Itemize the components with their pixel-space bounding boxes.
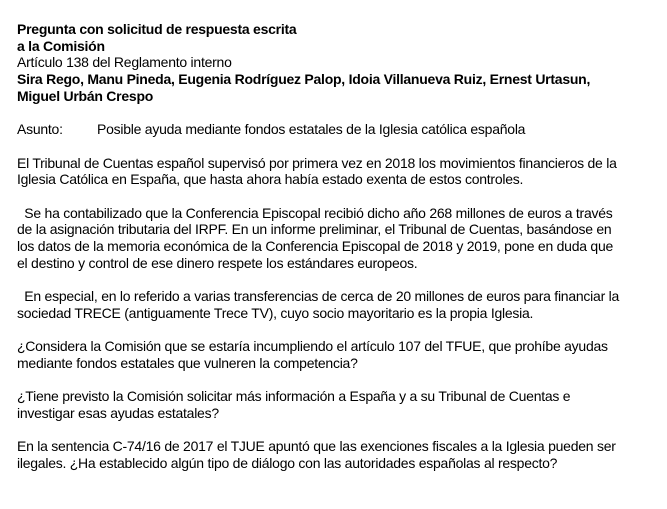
- doc-title: a la Comisión: [17, 37, 105, 54]
- subject: [17, 121, 619, 138]
- paragraph-line: investigar esas ayudas estatales?: [17, 405, 219, 422]
- subject-text: Posible ayuda mediante fondos estatales de la Iglesia católica española: [97, 121, 526, 138]
- paragraph-line: ilegales. ¿Ha establecido algún tipo de diálogo con las autoridades españolas al respecto?: [17, 455, 558, 472]
- paragraph: [17, 155, 619, 188]
- paragraph: [17, 438, 619, 471]
- paragraph-line: ¿Considera la Comisión que se estaría incumpliendo el artículo 107 del TFUE, que prohíbe ayudas: [17, 338, 608, 355]
- rule-reference: Artículo 138 del Reglamento interno: [17, 54, 232, 71]
- document: [17, 21, 619, 472]
- paragraph-line: El Tribunal de Cuentas español supervisó por primera vez en 2018 los movimientos financieros de la: [17, 154, 617, 171]
- paragraph-line: En la sentencia C-74/16 de 2017 el TJUE apuntó que las exenciones fiscales a la Iglesia pueden ser: [17, 438, 616, 455]
- authors: Sira Rego, Manu Pineda, Eugenia Rodríguez Palop, Idoia Villanueva Ruiz, Ernest Urtasun,: [17, 71, 591, 88]
- paragraph-line: los datos de la memoria económica de la Conferencia Episcopal de 2018 y 2019, pone en duda que: [17, 238, 614, 255]
- paragraph-line: el destino y control de ese dinero respete los estándares europeos.: [17, 254, 418, 271]
- paragraph: [17, 288, 619, 321]
- paragraph-line: ¿Tiene previsto la Comisión solicitar más información a España y a su Tribunal de Cuentas e: [17, 388, 571, 405]
- paragraph-line: mediante fondos estatales que vulneren la competencia?: [17, 354, 358, 371]
- doc-title: Pregunta con solicitud de respuesta escrita: [17, 21, 297, 37]
- body: [17, 155, 619, 472]
- paragraph-line: sociedad TRECE (antiguamente Trece TV), cuyo socio mayoritario es la propia Iglesia.: [17, 304, 534, 321]
- paragraph-line: Se ha contabilizado que la Conferencia Episcopal recibió dicho año 268 millones de euros a través: [17, 204, 613, 221]
- paragraph-line: En especial, en lo referido a varias transferencias de cerca de 20 millones de euros para financiar la: [17, 288, 620, 305]
- paragraph-line: Iglesia Católica en España, que hasta ahora había estado exenta de estos controles.: [17, 171, 524, 188]
- paragraph: [17, 205, 619, 272]
- paragraph: [17, 388, 619, 421]
- authors: Miguel Urbán Crespo: [17, 87, 154, 104]
- subject-label: Asunto:: [17, 121, 63, 138]
- paragraph: [17, 338, 619, 371]
- paragraph-line: de la asignación tributaria del IRPF. En un informe preliminar, el Tribunal de Cuentas, basándose en: [17, 221, 612, 238]
